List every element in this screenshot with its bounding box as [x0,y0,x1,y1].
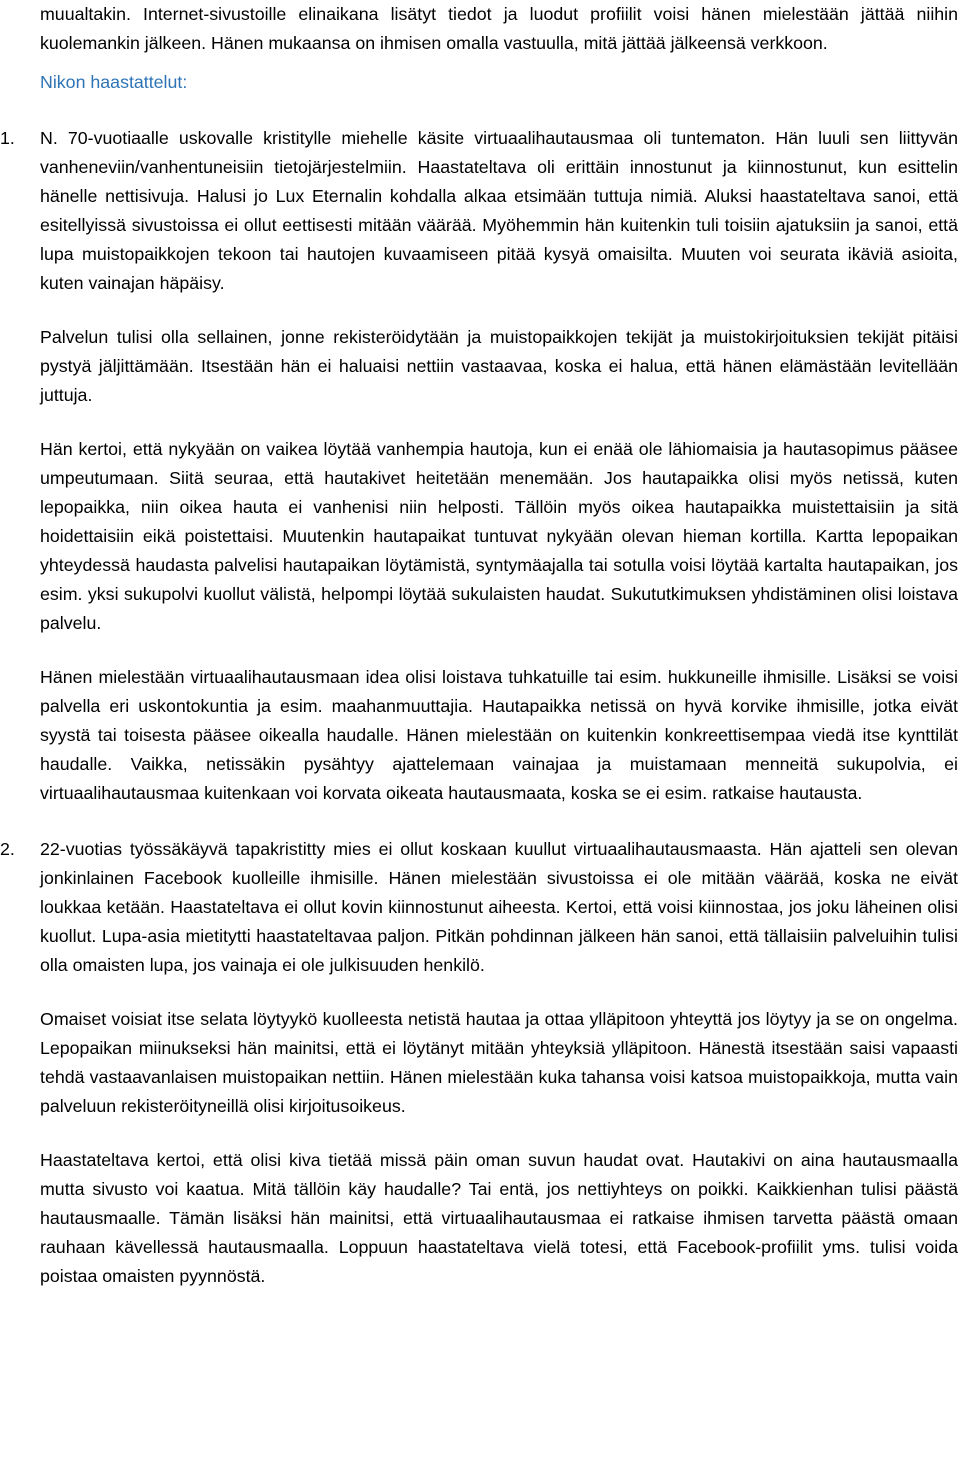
list-item-paragraph: Omaiset voisiat itse selata löytyykö kuolleesta netistä hautaa ja ottaa ylläpitoon yhteyttä jos löytyy ja se on ongelma. Lepopaikan miinukseksi hän mainitsi, että ei löytänyt mitään yhteyksiä ylläpitoon. Hänestä itsestään saisi vapaasti tehdä vastaavanlaisen muistopaikan nettiin. Hänen mielestään kuka tahansa voisi katsoa muistopaikkoja, mutta vain palveluun rekisteröityneillä olisi kirjoitusoikeus. [40,1009,958,1116]
list-item-paragraph: Hänen mielestään virtuaalihautausmaan idea olisi loistava tuhkatuille tai esim. hukkuneille ihmisille. Lisäksi se voisi palvella eri uskontokuntia ja esim. maahanmuuttajia. Hautapaikka netissä on hyvä korvike ihmisille, jotka eivät syystä tai toisesta pääsee oikealla haudalle. Hänen mielestään on kuitenkin konkreettisempaa viedä itse kynttilät haudalle. Vaikka, netissäkin pysähtyy ajattelemaan vainajaa ja muistamaan menneitä sukupolvia, ei virtuaalihautausmaa kuitenkaan voi korvata oikeata hautausmaata, koska se ei esim. ratkaise hautausta. [40,667,958,803]
list-item-paragraph: Palvelun tulisi olla sellainen, jonne rekisteröidytään ja muistopaikkojen tekijät ja muistokirjoituksien tekijät pitäisi pystyä jäljittämään. Itsestään hän ei haluaisi nettiin vastaavaa, koska ei halua, että hänen elämästään levitellään juttuja. [40,327,958,405]
list-item-number: 1. [0,128,15,148]
list-item-paragraph: Hän kertoi, että nykyään on vaikea löytää vanhempia hautoja, kun ei enää ole lähiomaisia ja hautasopimus pääsee umpeutumaan. Siitä seuraa, että hautakivet heitetään menemään. Jos hautapaikka olisi myös netissä, kuten lepopaikka, niin oikea hauta ei vanhenisi niin helposti. Tällöin myös oikea hautapaikka muistettaisiin ja sitä hoidettaisiin eikä poistettaisi. Muutenkin hautapaikat tuntuvat nykyään olevan hieman kortilla. Kartta lepopaikan yhteydessä haudasta palvelisi hautapaikan löytämistä, syntymäajalla tai sotulla voisi löytää kartalta hautapaikan, jos esim. yksi sukupolvi kuollut välistä, helpompi löytää sukulaisten haudat. Sukututkimuksen yhdistäminen olisi loistava palvelu. [40,439,958,633]
list-item-paragraph: 22-vuotias työssäkäyvä tapakristitty mies ei ollut koskaan kuullut virtuaalihautausmaasta. Hän ajatteli sen olevan jonkinlainen Facebook kuolleille ihmisille. Hänen mielestään sivustoissa ei ole mitään väärää, koska ne eivät loukkaa ketään. Haastateltava ei ollut kovin kiinnostunut aiheesta. Kertoi, että voisi kiinnostaa, jos joku läheinen olisi kuollut. Lupa-asia mietitytti haastateltavaa paljon. Pitkän pohdinnan jälkeen hän sanoi, että tällaisiin palveluihin tulisi olla omaisten lupa, jos vainaja ei ole julkisuuden henkilö. [40,839,958,975]
list-item-paragraph: N. 70-vuotiaalle uskovalle kristitylle miehelle käsite virtuaalihautausmaa oli tuntematon. Hän luuli sen liittyvän vanheneviin/vanhentuneisiin tietojärjestelmiin. Haastateltava oli erittäin innostunut ja kiinnostunut, kun esittelin hänelle nettisivuja. Halusi jo Lux Eternalin kohdalla alkaa etsimään tuttuja nimiä. Aluksi haastateltava sanoi, että esitellyissä sivustoissa ei ollut eettisesti mitään väärää. Myöhemmin hän kuitenkin tuli toisiin ajatuksiin ja sanoi, että lupa muistopaikkojen tekoon tai hautojen kuvaamiseen pitää kysyä omaisilta. Muuten voi seurata ikäviä asioita, kuten vainajan häpäisy. [40,128,958,293]
section-heading: Nikon haastattelut: [40,72,188,92]
list-item-paragraph: Haastateltava kertoi, että olisi kiva tietää missä päin oman suvun haudat ovat. Hautakivi on aina hautausmaalla mutta sivusto voi kaatua. Mitä tällöin käy haudalle? Tai entä, jos nettiyhteys on poikki. Kaikkienhan tulisi päästä hautausmaalle. Tämän lisäksi hän mainitsi, että virtuaalihautausmaa ei ratkaise ihmisen tarvetta päästä omaan rauhaan kävellessä hautausmaalla. Loppuun haastateltava vielä totesi, että Facebook-profiilit yms. tulisi voida poistaa omaisten pyynnöstä. [40,1150,958,1286]
list-item-1 [0,124,958,808]
intro-paragraph: muualtakin. Internet-sivustoille elinaikana lisätyt tiedot ja luodut profiilit voisi hänen mielestään jättää niihin kuolemankin jälkeen. Hänen mukaansa on ihmisen omalla vastuulla, mitä jättää jälkeensä verkkoon. [40,4,958,53]
list-item-2 [0,835,958,1291]
list-item-number: 2. [0,839,15,859]
